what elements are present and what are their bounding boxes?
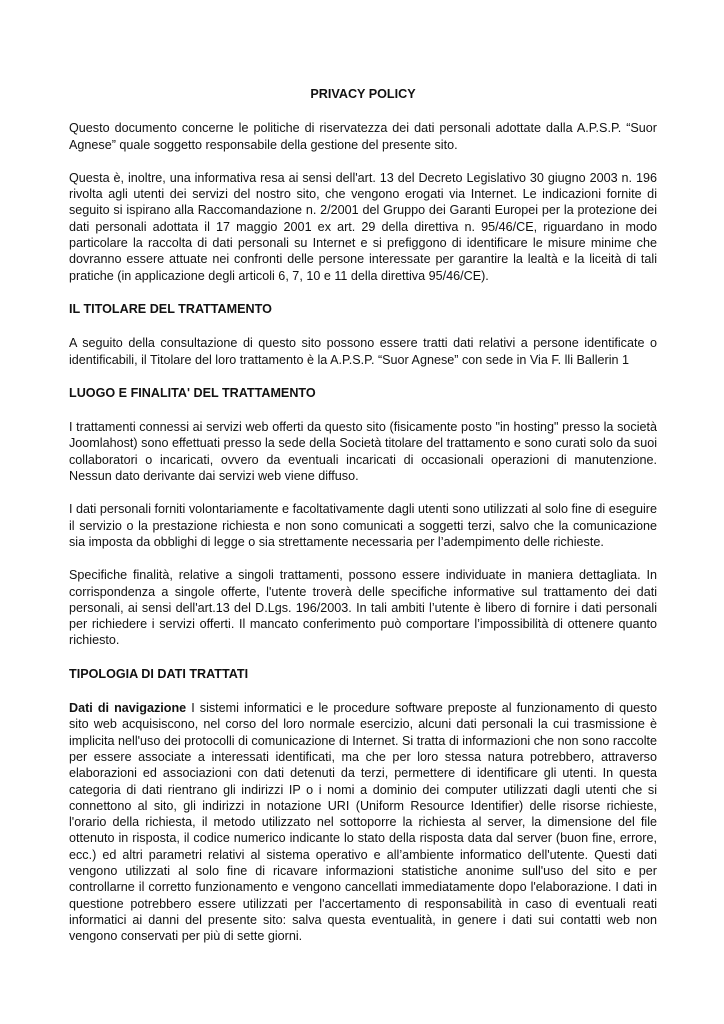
- heading-luogo: LUOGO E FINALITA' DEL TRATTAMENTO: [69, 385, 316, 400]
- heading-tipologia: TIPOLOGIA DI DATI TRATTATI: [69, 666, 249, 681]
- heading-titolare: IL TITOLARE DEL TRATTAMENTO: [69, 301, 272, 316]
- tipologia-lead-text: I sistemi informatici e le procedure software preposte al funzionamento di questo sito web acquisiscono, nel corso del loro normale esercizio, alcuni dati personali la cui trasmissione è implicita nell'uso dei protocolli di comunicazione di Internet. Si tratta di informazioni che non sono raccolte per essere associate a interessati identificati, ma che per loro stessa natura potrebbero, attraverso elaborazioni ed associazioni con dati detenuti da terzi, permettere di identificare gli utenti. In questa categoria di dati rientrano gli indirizzi IP o i nomi a dominio dei computer utilizzati dagli utenti che si connettono al sito, gli indirizzi in notazione URI (Uniform Resource Identifier) delle risorse richieste, l'orario della richiesta, il metodo utilizzato nel sottoporre la richiesta al server, la dimensione del file ottenuto in risposta, il codice numerico indicante lo stato della risposta data dal server (buon fine, errore, ecc.) ed altri parametri relativi al sistema operativo e all’ambiente informatico dell'utente. Questi dati vengono utilizzati al solo fine di ricavare informazioni statistiche anonime sull'uso del sito e per controllarne il corretto funzionamento e vengono cancellati immediatamente dopo l'elaborazione. I dati in questione potrebbero essere utilizzati per l'accertamento di responsabilità in caso di eventuali reati informatici ai danni del presente sito: salva questa eventualità, in genere i dati sui contatti web non vengono conservati per più di sette giorni.: [69, 701, 657, 944]
- document-page: [69, 86, 657, 944]
- titolare-paragraph: A seguito della consultazione di questo sito possono essere tratti dati relativi a persone identificate o identificabili, il Titolare del loro trattamento è la A.P.S.P. “Suor Agnese” con sede in Via F. lli Ballerin 1: [69, 336, 657, 367]
- document-title: PRIVACY POLICY: [310, 87, 416, 101]
- luogo-paragraph-1: I trattamenti connessi ai servizi web offerti da questo sito (fisicamente posto "in hosting" presso la società Joomlahost) sono effettuati presso la sede della Società titolare del trattamento e sono curati solo da suoi collaboratori o incaricati, ovvero da eventuali incaricati di occasionali operazioni di manutenzione. Nessun dato derivante dai servizi web viene diffuso.: [69, 420, 657, 484]
- tipologia-paragraph: [69, 700, 657, 944]
- tipologia-lead-bold: Dati di navigazione: [69, 701, 187, 716]
- luogo-paragraph-2: I dati personali forniti volontariamente e facoltativamente dagli utenti sono utilizzati al solo fine di eseguire il servizio o la prestazione richiesta e non sono comunicati a soggetti terzi, salvo che la comunicazione sia imposta da obblighi di legge o sia strettamente necessaria per l’adempimento delle richieste.: [69, 502, 657, 549]
- luogo-paragraph-3: Specifiche finalità, relative a singoli trattamenti, possono essere individuate in maniera dettagliata. In corrispondenza a singole offerte, l'utente troverà delle specifiche informative sul trattamento dei dati personali, ai sensi dell'art.13 del D.Lgs. 196/2003. In tali ambiti l’utente è libero di fornire i dati personali per richiedere i servizi offerti. Il mancato conferimento può comportare l’impossibilità di ottenere quanto richiesto.: [69, 568, 657, 648]
- intro-paragraph-2: Questa è, inoltre, una informativa resa ai sensi dell'art. 13 del Decreto Legislativo 30 giugno 2003 n. 196 rivolta agli utenti dei servizi del nostro sito, che vengono erogati via Internet. Le indicazioni fornite di seguito si ispirano alla Raccomandazione n. 2/2001 del Gruppo dei Garanti Europei per la protezione dei dati personali adottata il 17 maggio 2001 ex art. 29 della direttiva n. 95/46/CE, riguardano in modo particolare la raccolta di dati personali su Internet e si prefiggono di identificare le misure minime che dovranno essere attuate nei confronti delle persone interessate per garantire la lealtà e la liceità di tali pratiche (in applicazione degli articoli 6, 7, 10 e 11 della direttiva 95/46/CE).: [69, 170, 657, 283]
- intro-paragraph-1: Questo documento concerne le politiche di riservatezza dei dati personali adottate dalla A.P.S.P. “Suor Agnese” quale soggetto responsabile della gestione del presente sito.: [69, 121, 657, 152]
